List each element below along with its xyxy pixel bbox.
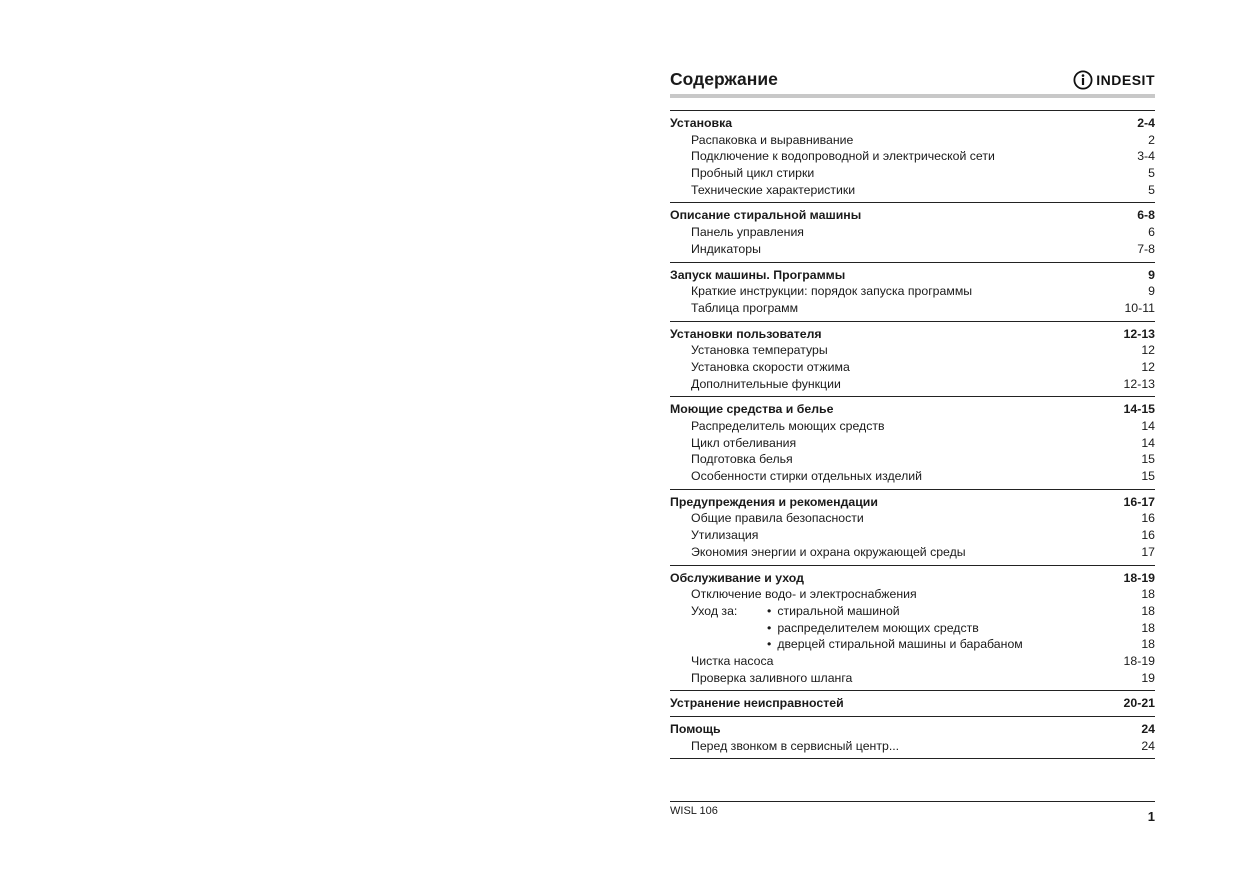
section-heading-pages: 16-17: [1123, 494, 1155, 509]
toc-entry: [670, 241, 1155, 258]
toc-entry-label: Общие правила безопасности: [691, 511, 864, 526]
header-divider: [670, 94, 1155, 98]
toc-entry-pages: 16: [1141, 528, 1155, 543]
info-circle-icon: [1073, 70, 1093, 90]
toc-section: [670, 489, 1155, 565]
toc-section: [670, 110, 1155, 202]
toc-entry: [670, 418, 1155, 435]
section-heading-label: Предупреждения и рекомендации: [670, 494, 878, 509]
toc-entry-pages: 7-8: [1137, 241, 1155, 256]
toc-entry-label: Проверка заливного шланга: [691, 670, 853, 685]
section-heading-pages: 20-21: [1123, 696, 1155, 711]
section-heading: [670, 115, 1155, 132]
toc-entry: [670, 435, 1155, 452]
model-code: WISL 106: [670, 805, 718, 817]
toc-entry-label: Установка температуры: [691, 343, 828, 358]
section-heading: [670, 494, 1155, 511]
toc-entry-label: Панель управления: [691, 225, 804, 240]
toc-entry: [670, 738, 1155, 755]
toc-entry-care-label: [670, 636, 1141, 653]
toc-entry-label: Особенности стирки отдельных изделий: [691, 469, 923, 484]
section-heading-label: Установки пользователя: [670, 326, 822, 341]
toc-entry-pages: 5: [1148, 182, 1155, 197]
section-heading-label: Устранение неисправностей: [670, 696, 844, 711]
toc-entry: [670, 451, 1155, 468]
toc-entry: [670, 224, 1155, 241]
toc-entry-pages: 12: [1141, 359, 1155, 374]
toc-entry: [670, 527, 1155, 544]
header: [670, 60, 1155, 94]
page-number: 1: [1147, 809, 1155, 824]
section-heading-label: Моющие средства и белье: [670, 402, 834, 417]
bullet-icon: •: [767, 603, 772, 618]
toc-section: [670, 321, 1155, 397]
section-heading-label: Описание стиральной машины: [670, 208, 862, 223]
toc-entry-pages: 19: [1141, 670, 1155, 685]
toc-entry-care: [670, 620, 1155, 637]
section-heading: [670, 695, 1155, 712]
toc-entry-care: [670, 636, 1155, 653]
toc-entry-pages: 14: [1141, 435, 1155, 450]
toc-entry: [670, 653, 1155, 670]
toc-entry-pages: 16: [1141, 511, 1155, 526]
section-heading: [670, 267, 1155, 284]
section-heading-label: Установка: [670, 116, 733, 130]
table-of-contents: [670, 110, 1155, 759]
toc-section: [670, 396, 1155, 488]
document-page: [670, 60, 1155, 759]
toc-entry: [670, 586, 1155, 603]
toc-section: [670, 690, 1155, 716]
toc-entry: [670, 670, 1155, 687]
toc-entry-label: Таблица программ: [691, 300, 799, 315]
toc-entry-pages: 24: [1141, 738, 1155, 753]
section-heading-pages: 6-8: [1137, 208, 1155, 223]
brand-logo: [1073, 70, 1155, 90]
section-heading-label: Обслуживание и уход: [670, 570, 804, 585]
toc-entry: [670, 510, 1155, 527]
section-heading: [670, 401, 1155, 418]
section-heading-pages: 14-15: [1123, 402, 1155, 417]
toc-entry: [670, 300, 1155, 317]
toc-entry: [670, 468, 1155, 485]
section-heading: [670, 721, 1155, 738]
section-heading: [670, 570, 1155, 587]
care-item-text: стиральной машиной: [777, 603, 900, 618]
section-heading-pages: 2-4: [1137, 116, 1155, 130]
toc-entry-pages: 2: [1148, 132, 1155, 147]
toc-entry-pages: 18: [1141, 587, 1155, 602]
toc-entry-label: Отключение водо- и электроснабжения: [691, 587, 917, 602]
toc-entry: [670, 132, 1155, 149]
toc-entry-label: Подготовка белья: [691, 452, 793, 467]
toc-entry-care-label: [670, 603, 1141, 620]
toc-entry-label: Технические характеристики: [691, 182, 856, 197]
toc-section: [670, 202, 1155, 261]
toc-entry: [670, 376, 1155, 393]
brand-name: INDESIT: [1096, 72, 1155, 88]
toc-entry-care-pages: 18: [1141, 620, 1155, 635]
page-title: Содержание: [670, 69, 778, 89]
toc-entry-label: Перед звонком в сервисный центр...: [691, 738, 900, 753]
toc-entry: [670, 342, 1155, 359]
toc-entry-pages: 18-19: [1123, 653, 1155, 668]
toc-entry-label: Пробный цикл стирки: [691, 166, 815, 181]
toc-entry-label: Распределитель моющих средств: [691, 419, 885, 433]
toc-entry: [670, 165, 1155, 182]
toc-entry-label: Дополнительные функции: [691, 376, 841, 391]
toc-entry-label: Подключение к водопроводной и электрической сети: [691, 149, 995, 164]
toc-entry-pages: 14: [1141, 419, 1155, 433]
footer: [670, 801, 1155, 824]
toc-entry-care-pages: 18: [1141, 603, 1155, 618]
toc-entry-pages: 3-4: [1137, 149, 1155, 164]
toc-entry-care-label: [670, 620, 1141, 637]
toc-entry-label: Распаковка и выравнивание: [691, 132, 854, 147]
toc-section: [670, 716, 1155, 758]
section-heading-pages: 24: [1141, 722, 1155, 736]
bullet-icon: •: [767, 620, 772, 635]
care-item-text: распределителем моющих средств: [777, 620, 979, 635]
bullet-icon: •: [767, 637, 772, 652]
toc-entry-pages: 15: [1141, 469, 1155, 484]
section-heading-label: Запуск машины. Программы: [670, 267, 846, 282]
toc-entry-label: Установка скорости отжима: [691, 359, 850, 374]
toc-entry-pages: 5: [1148, 166, 1155, 181]
toc-entry-pages: 15: [1141, 452, 1155, 467]
toc-entry-pages: 17: [1141, 544, 1155, 559]
toc-section: [670, 262, 1155, 321]
toc-entry: [670, 148, 1155, 165]
toc-entry-label: Чистка насоса: [691, 653, 774, 668]
toc-entry-label: Утилизация: [691, 528, 759, 543]
toc-entry-pages: 9: [1148, 284, 1155, 299]
toc-entry: [670, 544, 1155, 561]
toc-entry-label: Цикл отбеливания: [691, 435, 797, 450]
toc-entry-pages: 6: [1148, 225, 1155, 240]
section-heading-pages: 12-13: [1123, 326, 1155, 341]
toc-entry: [670, 359, 1155, 376]
section-heading: [670, 326, 1155, 343]
toc-entry-care-pages: 18: [1141, 637, 1155, 652]
care-item-text: дверцей стиральной машины и барабаном: [777, 637, 1023, 652]
toc-section: [670, 565, 1155, 691]
section-heading-label: Помощь: [670, 722, 721, 736]
toc-entry-pages: 12: [1141, 343, 1155, 358]
toc-entry-pages: 12-13: [1123, 376, 1155, 391]
toc-entry-label: Индикаторы: [691, 241, 761, 256]
toc-entry-label: Краткие инструкции: порядок запуска программы: [691, 284, 973, 299]
toc-entry: [670, 283, 1155, 300]
toc-entry-label: Экономия энергии и охрана окружающей среды: [691, 544, 966, 559]
section-heading-pages: 9: [1148, 267, 1155, 282]
toc-end-rule: [670, 758, 1155, 759]
toc-entry-care: [670, 603, 1155, 620]
toc-entry: [670, 182, 1155, 199]
section-heading-pages: 18-19: [1123, 570, 1155, 585]
section-heading: [670, 207, 1155, 224]
toc-entry-pages: 10-11: [1124, 300, 1155, 315]
care-prefix: Уход за:: [691, 603, 738, 618]
